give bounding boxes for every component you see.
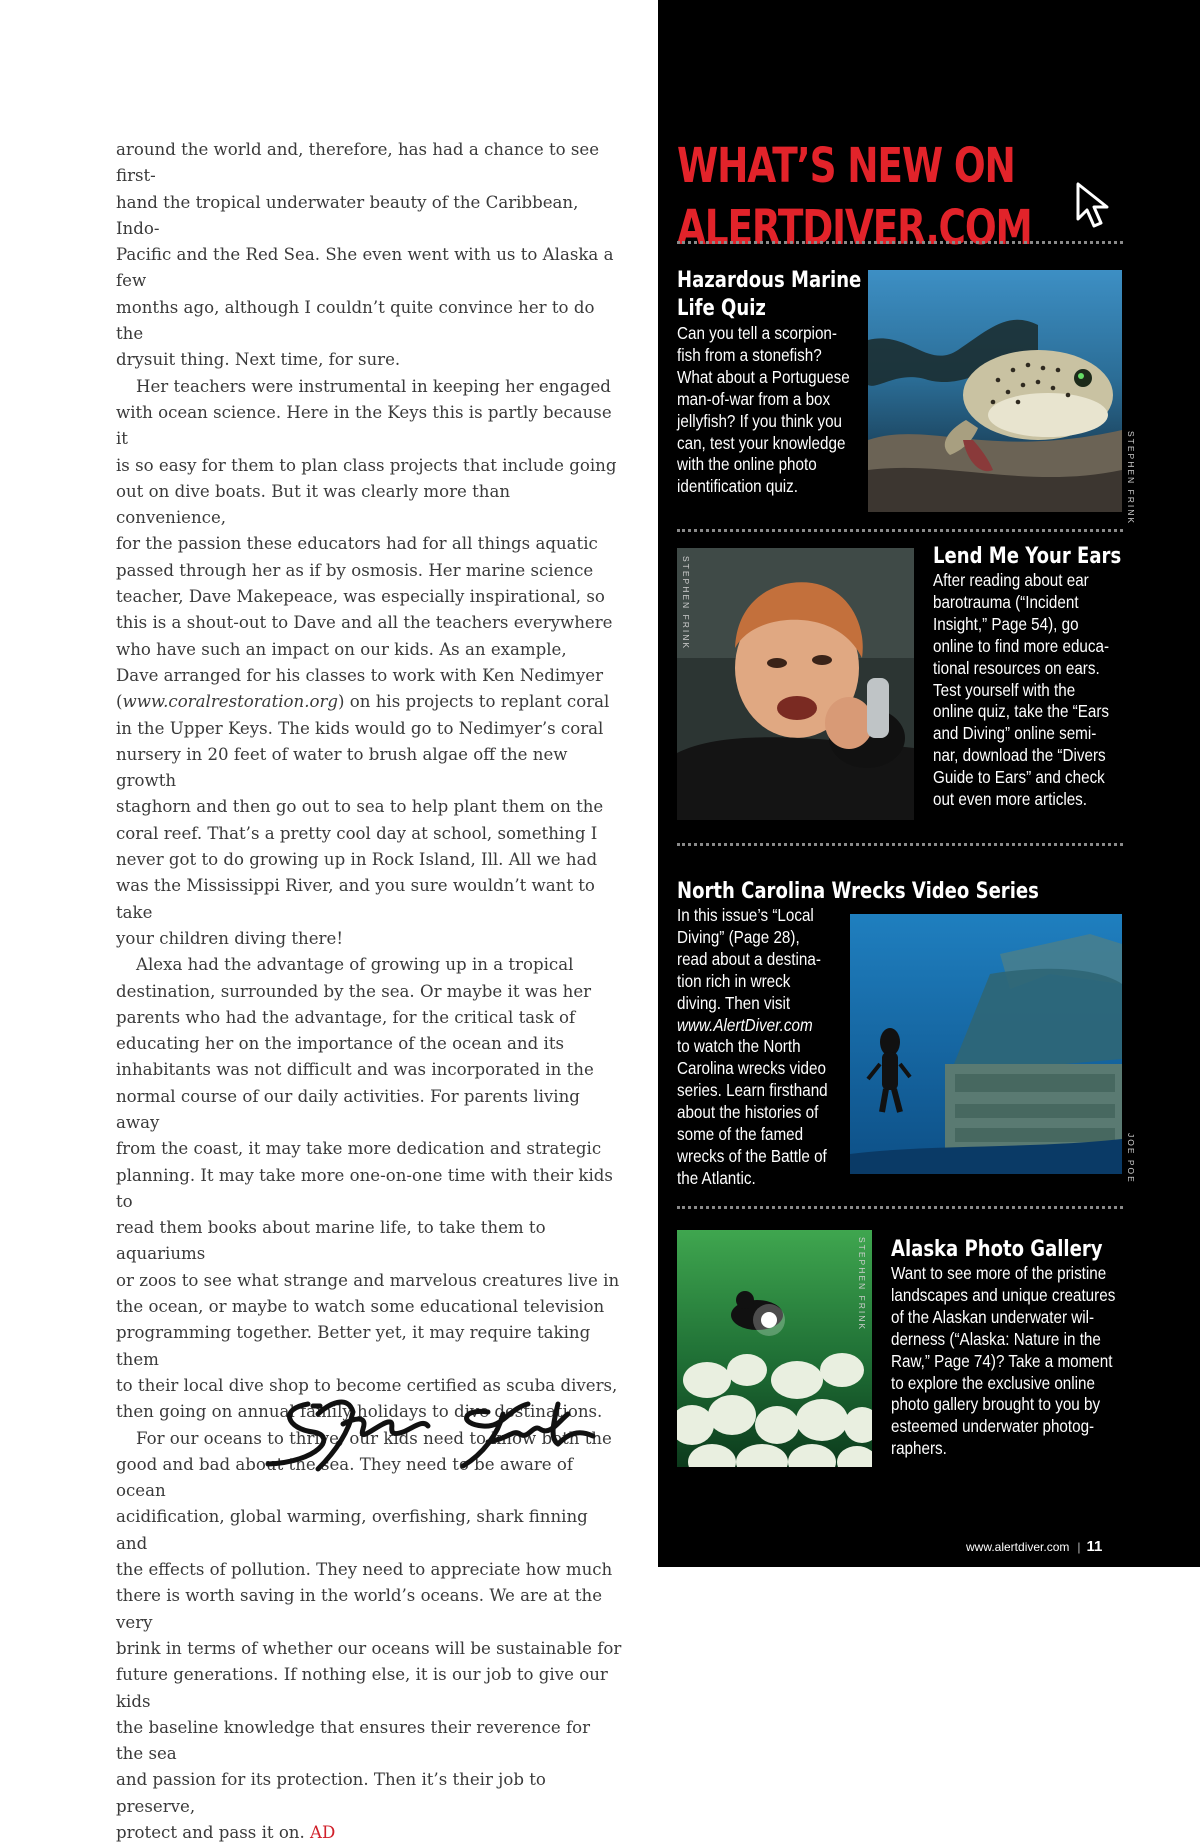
ears-heading[interactable]: Lend Me Your Ears bbox=[933, 544, 1122, 569]
page-number: 11 bbox=[1086, 1538, 1103, 1555]
alertdiver-link[interactable]: www.AlertDiver.com bbox=[677, 1014, 813, 1035]
quiz-description: Can you tell a scorpion- fish from a stonefish? What about a Portuguese man-of-war from a box jellyfish? If you think you can, test your knowledge with the online photo identification quiz. bbox=[677, 323, 850, 497]
photo-credit: JOE POE bbox=[1126, 1133, 1136, 1184]
wrecks-description: In this issue’s “Local Diving” (Page 28), read about a destina- tion rich in wreck diving. Then visit www.AlertDiver.com to watch the North Carolina wrecks video series. Learn firsthand about the histories of some of the famed wrecks of the Battle of the Atlantic. bbox=[677, 905, 828, 1188]
photo-credit: STEPHEN FRINK bbox=[857, 1237, 867, 1332]
article-paragraph: For our oceans to thrive, our kids need to know both the good and bad about the sea. They need to be aware of ocean acidification, global warming, overfishing, shark finning and the effects of pollution. They need to appreciate how much there is worth saving in the world’s oceans. We are at the very brink in terms of whether our oceans will be sustainable for future generations. If nothing else, it is our job to give our kids the baseline knowledge that ensures their reverence for the sea and passion for its protection. Then it’s their job to preserve, protect and pass it on. AD bbox=[116, 1428, 622, 1842]
cursor-arrow-icon bbox=[1074, 181, 1112, 231]
porcupinefish-photo[interactable] bbox=[868, 270, 1122, 512]
footer-separator: | bbox=[1077, 1540, 1081, 1554]
divider bbox=[677, 241, 1123, 244]
photo-credit: STEPHEN FRINK bbox=[681, 556, 691, 651]
alaska-heading[interactable]: Alaska Photo Gallery bbox=[891, 1237, 1103, 1262]
article-paragraph: around the world and, therefore, has had a chance to see first- hand the tropical underwater beauty of the Caribbean, Indo- Pacific and the Red Sea. She even went with us to Alaska a few months ago, although I couldn’t quite convince her to do the drysuit thing. Next time, for sure. bbox=[116, 140, 614, 370]
diver-ear-photo[interactable] bbox=[677, 548, 914, 820]
divider bbox=[677, 529, 1123, 532]
alaska-description: Want to see more of the pristine landscapes and unique creatures of the Alaskan underwater wil- derness (“Alaska: Nature in the Raw,” Page 74)? Take a moment to explore the exclusive online photo gallery brought to you by esteemed underwater photog- raphers. bbox=[891, 1263, 1116, 1459]
divider bbox=[677, 1206, 1123, 1209]
page-footer bbox=[966, 1538, 1102, 1555]
divider bbox=[677, 843, 1123, 846]
wrecks-heading[interactable]: North Carolina Wrecks Video Series bbox=[677, 879, 1039, 904]
photo-credit: STEPHEN FRINK bbox=[1126, 431, 1136, 526]
footer-site-link[interactable]: www.alertdiver.com bbox=[966, 1540, 1070, 1554]
signature bbox=[258, 1384, 608, 1476]
article-body bbox=[116, 137, 622, 1846]
sidebar-title-line1: WHAT’S NEW ON bbox=[677, 138, 1015, 194]
shipwreck-photo[interactable] bbox=[850, 914, 1122, 1174]
ears-description: After reading about ear barotrauma (“Incident Insight,” Page 54), go online to find more educa- tional resources on ears. Test yourself with the online quiz, take the “Ears and Diving” online semi- nar, download the “Divers Guide to Ears” and check out even more articles. bbox=[933, 570, 1110, 810]
quiz-heading[interactable]: Hazardous Marine Life Quiz bbox=[677, 268, 862, 321]
end-mark: AD bbox=[310, 1823, 336, 1842]
sidebar-title-line2: ALERTDIVER.COM bbox=[677, 200, 1032, 256]
coral-restoration-link[interactable]: www.coralrestoration.org bbox=[122, 692, 339, 712]
article-paragraph: Her teachers were instrumental in keeping her engaged with ocean science. Here in the Keys this is partly because it is so easy for them to plan class projects that include going out on dive boats. But it was clearly more than convenience, for the passion these educators had for all things aquatic passed through her as if by osmosis. Her marine science teacher, Dave Makepeace, was especially inspirational, so this is a shout-out to Dave and all the teachers everywhere who have such an impact on our kids. As an example, Dave arranged for his classes to work with Ken Nedimyer (www.coralrestoration.org) on his projects to replant coral in the Upper Keys. The kids would go to Nedimyer’s coral nursery in 20 feet of water to brush algae off the new growth staghorn and then go out to sea to help plant them on the coral reef. That’s a pretty cool day at school, something I never got to do growing up in Rock Island, Ill. All we had was the Mississippi River, and you sure wouldn’t want to take your children diving there! bbox=[116, 376, 617, 948]
alaska-gallery-photo[interactable] bbox=[677, 1230, 872, 1467]
article-paragraph: Alexa had the advantage of growing up in a tropical destination, surrounded by the sea. Or maybe it was her parents who had the advantage, for the critical task of educating her on the importance of the ocean and its inhabitants was not difficult and was incorporated in the normal course of our daily activities. For parents living away from the coast, it may take more dedication and strategic planning. It may take more one-on-one time with their kids to read them books about marine life, to take them to aquariums or zoos to see what strange and marvelous creatures live in the ocean, or maybe to watch some educational television programming together. Better yet, it may require taking them to their local dive shop to become certified as scuba divers, then going on annual family holidays to dive destinations. bbox=[116, 955, 620, 1422]
